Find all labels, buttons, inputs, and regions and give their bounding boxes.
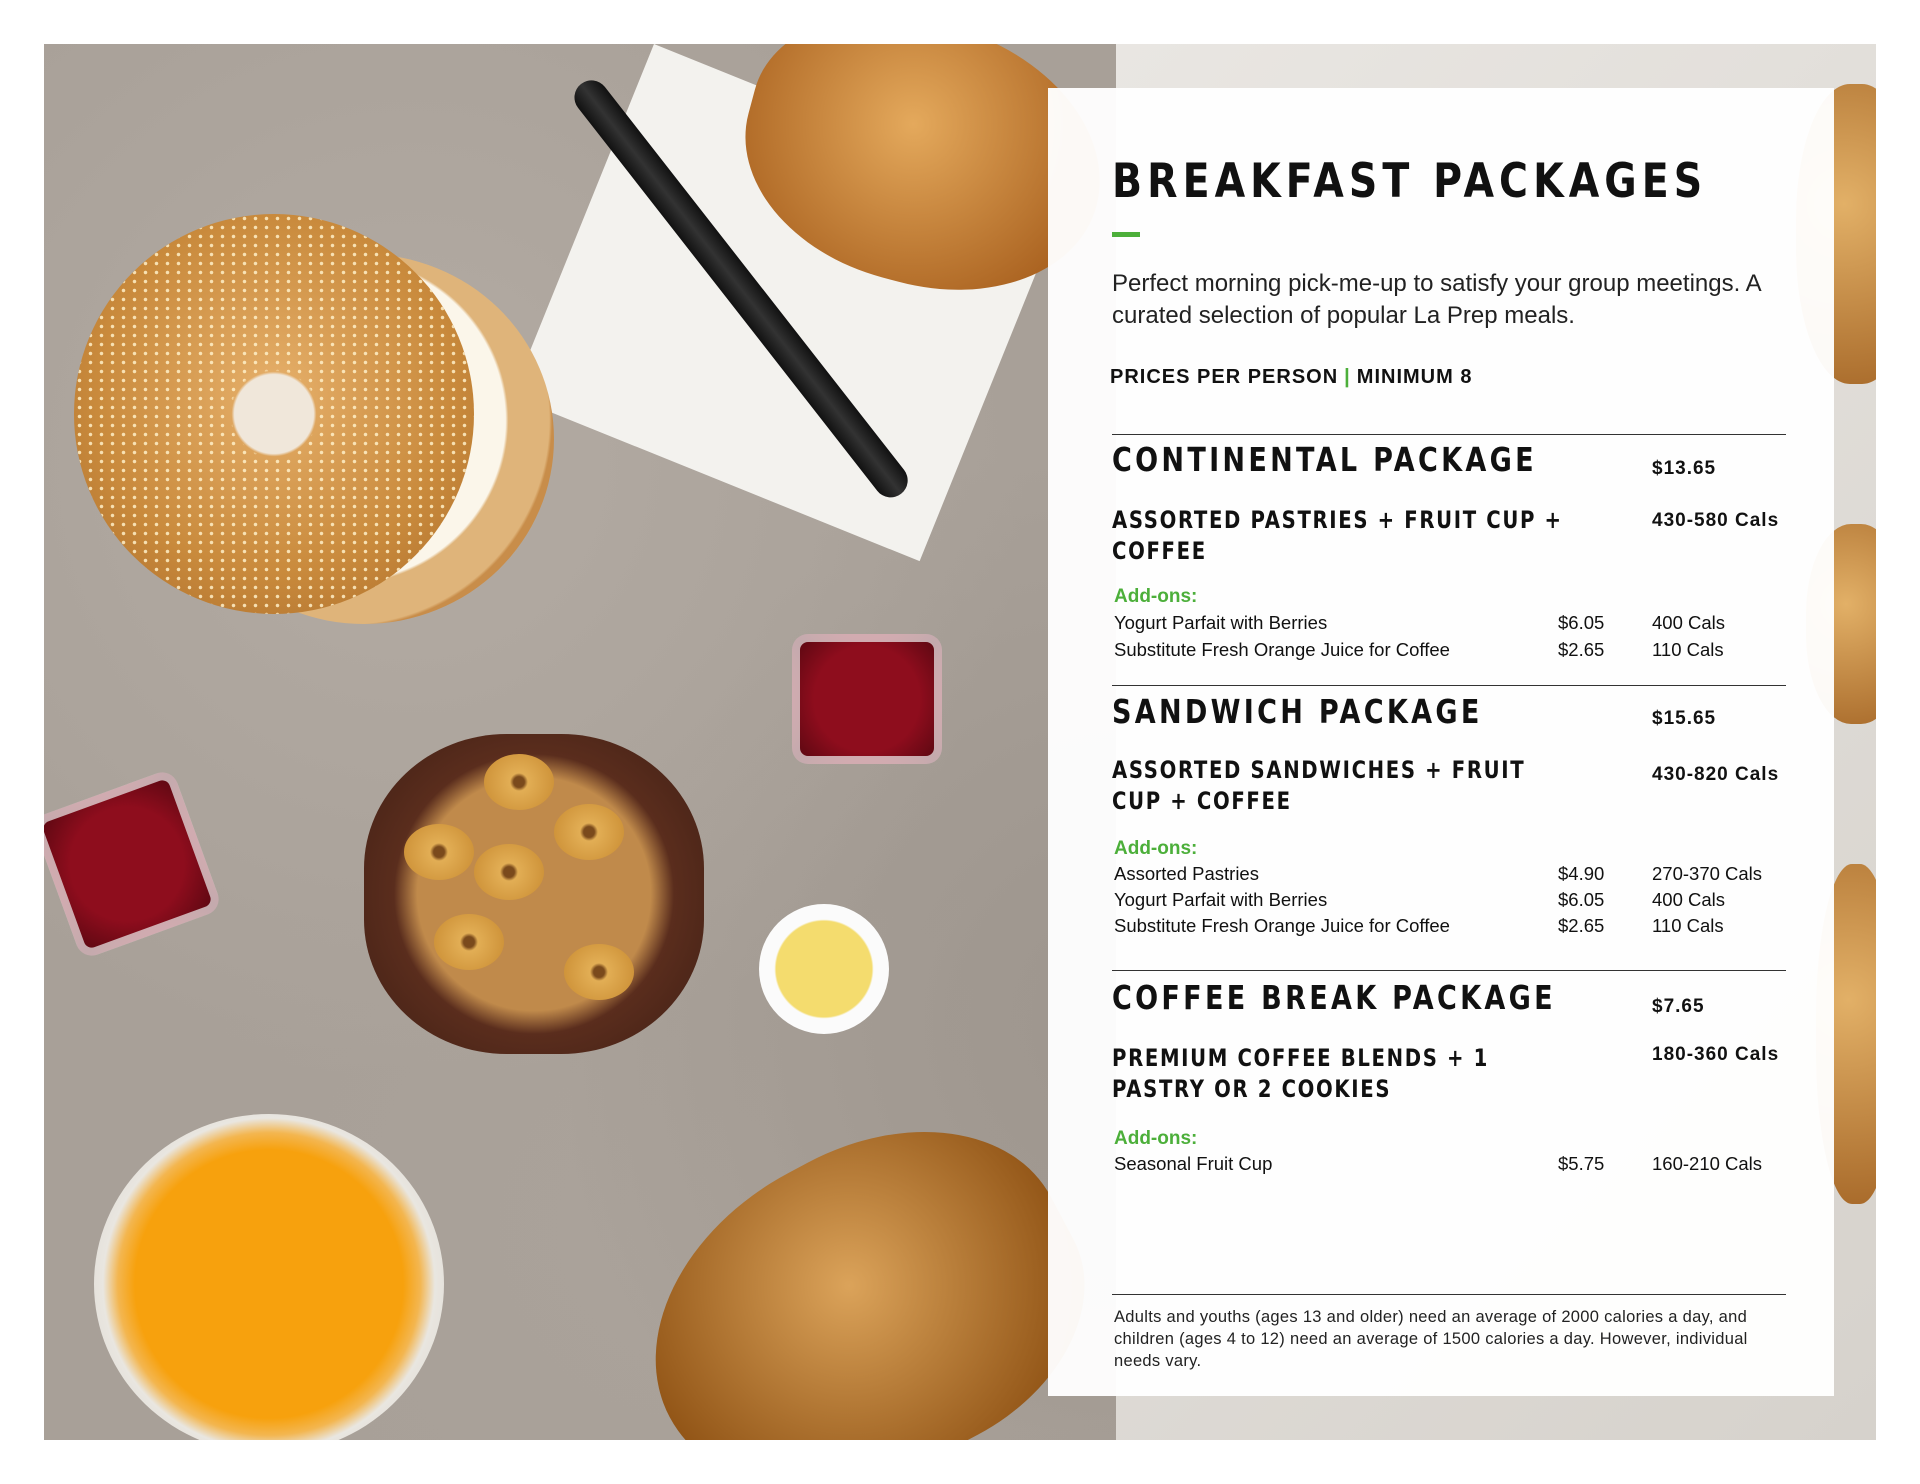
title-accent-bar [1112,232,1140,237]
package-name: SANDWICH PACKAGE [1112,692,1483,731]
addon-name: Substitute Fresh Orange Juice for Coffee [1114,639,1450,660]
butter-cup [759,904,889,1034]
banana-slice [554,804,624,860]
banana-slice [434,914,504,970]
section-divider [1112,685,1786,686]
addon-price: $5.75 [1558,1153,1605,1174]
package-description: ASSORTED SANDWICHES + FRUIT CUP + COFFEE [1112,756,1526,815]
pricing-separator: | [1344,366,1351,388]
addons-label: Add-ons: [1114,1128,1198,1149]
addon-price: $6.05 [1558,889,1605,910]
calorie-footnote: Adults and youths (ages 13 and older) need an average of 2000 calories a day, and children (ages 4 to 12) need an average of 1500 calories a day. However, individual needs vary. [1114,1308,1748,1370]
package-calories: 430-580 Cals [1652,510,1780,531]
banana-slice [564,944,634,1000]
addon-calories: 110 Cals [1652,639,1724,660]
addon-name: Yogurt Parfait with Berries [1114,612,1328,633]
intro-text: Perfect morning pick-me-up to satisfy your group meetings. A curated selection of popular La Prep meals. [1112,270,1761,329]
section-divider [1112,970,1786,971]
addon-name: Seasonal Fruit Cup [1114,1153,1273,1174]
package-name: COFFEE BREAK PACKAGE [1112,978,1556,1017]
addon-calories: 110 Cals [1652,915,1724,936]
addon-name: Assorted Pastries [1114,863,1259,884]
package-description: ASSORTED PASTRIES + FRUIT CUP + COFFEE [1112,506,1563,565]
menu-card [1048,88,1834,1396]
sesame-bagel-cream-cheese [74,214,494,634]
package-calories: 430-820 Cals [1652,764,1780,785]
package-name: CONTINENTAL PACKAGE [1112,440,1537,479]
addons-label: Add-ons: [1114,838,1198,859]
package-calories: 180-360 Cals [1652,1044,1780,1065]
prices-per-person: PRICES PER PERSON [1110,366,1339,388]
addon-price: $4.90 [1558,863,1605,884]
pricing-note [1110,366,1472,389]
sesame-seeds [74,214,474,614]
minimum-order: MINIMUM 8 [1356,366,1473,388]
footnote-divider [1112,1294,1786,1295]
orange-juice-glass [94,1114,444,1440]
addon-price: $6.05 [1558,612,1605,633]
package-price: $7.65 [1652,996,1705,1017]
banana-slice [404,824,474,880]
banana-muffin [364,734,704,1054]
addon-calories: 160-210 Cals [1652,1153,1763,1174]
package-price: $15.65 [1652,708,1717,729]
addon-calories: 400 Cals [1652,612,1726,633]
banana-slice [474,844,544,900]
jam-cup-1 [792,634,942,764]
package-description: PREMIUM COFFEE BLENDS + 1 PASTRY OR 2 COOKIES [1112,1044,1489,1103]
page-title: BREAKFAST PACKAGES [1112,154,1708,209]
addon-price: $2.65 [1558,639,1605,660]
addon-name: Substitute Fresh Orange Juice for Coffee [1114,915,1450,936]
banana-slice [484,754,554,810]
addon-price: $2.65 [1558,915,1605,936]
addon-name: Yogurt Parfait with Berries [1114,889,1328,910]
addon-calories: 400 Cals [1652,889,1726,910]
section-divider [1112,434,1786,435]
addons-label: Add-ons: [1114,586,1198,607]
addon-calories: 270-370 Cals [1652,863,1763,884]
package-price: $13.65 [1652,458,1717,479]
